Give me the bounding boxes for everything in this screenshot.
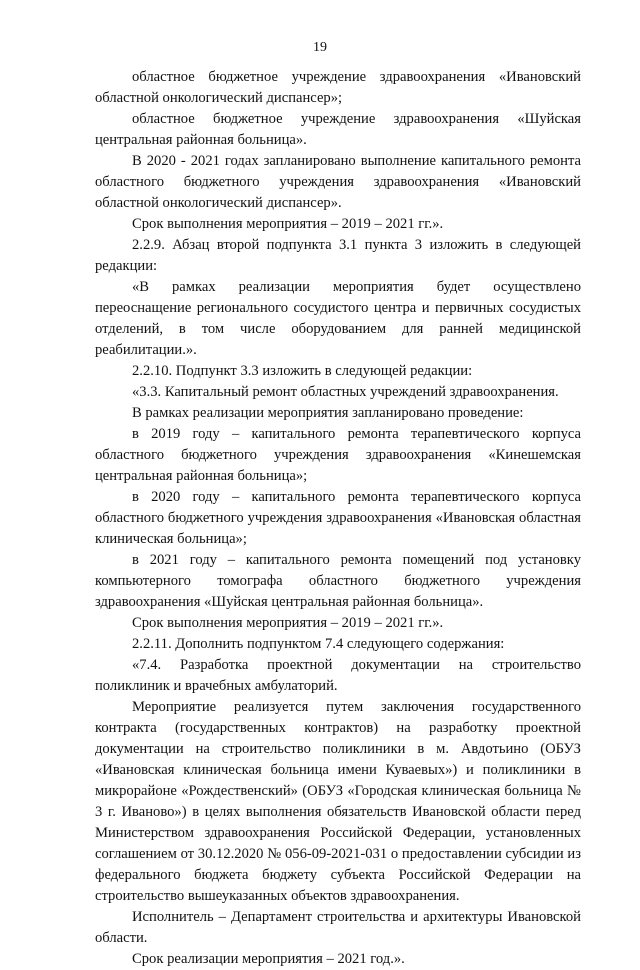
paragraph: В 2020 - 2021 годах запланировано выполнение капитального ремонта областного бюджетного учреждения здравоохранения «Ивановский областной онкологический диспансер».	[95, 153, 581, 211]
paragraph: 2.2.11. Дополнить подпунктом 7.4 следующего содержания:	[132, 636, 505, 652]
paragraph: Срок выполнения мероприятия – 2019 – 2021 гг.».	[132, 216, 444, 232]
paragraph: «3.3. Капитальный ремонт областных учреждений здравоохранения.	[132, 384, 559, 400]
paragraph: областное бюджетное учреждение здравоохранения «Ивановский областной онкологический диспансер»;	[95, 69, 581, 106]
paragraph: в 2019 году – капитального ремонта терапевтического корпуса областного бюджетного учреждения здравоохранения «Кинешемская центральная районная больница»;	[95, 426, 581, 484]
paragraph: Срок реализации мероприятия – 2021 год.».	[132, 951, 405, 967]
page-number: 19	[313, 40, 327, 55]
paragraph: «7.4. Разработка проектной документации на строительство поликлиник и врачебных амбулаторий.	[95, 657, 581, 694]
paragraph: В рамках реализации мероприятия запланировано проведение:	[132, 405, 524, 421]
paragraph: Исполнитель – Департамент строительства и архитектуры Ивановской области.	[95, 909, 581, 946]
paragraph: областное бюджетное учреждение здравоохранения «Шуйская центральная районная больница».	[95, 111, 581, 148]
paragraph: 2.2.9. Абзац второй подпункта 3.1 пункта 3 изложить в следующей редакции:	[95, 237, 581, 274]
document-body	[95, 67, 581, 970]
paragraph: в 2021 году – капитального ремонта помещений под установку компьютерного томографа областного бюджетного учреждения здравоохранения «Шуйская центральная районная больница».	[95, 552, 581, 610]
paragraph: Срок выполнения мероприятия – 2019 – 2021 гг.».	[132, 615, 444, 631]
paragraph: «В рамках реализации мероприятия будет осуществлено переоснащение регионального сосудистого центра и первичных сосудистых отделений, в том числе оборудованием для ранней медицинской реабилитации.».	[95, 279, 581, 358]
paragraph: в 2020 году – капитального ремонта терапевтического корпуса областного бюджетного учреждения здравоохранения «Ивановская областная клиническая больница»;	[95, 489, 581, 547]
paragraph: Мероприятие реализуется путем заключения государственного контракта (государственных контрактов) на разработку проектной документации на строительство поликлиники в м. Авдотьино (ОБУЗ «Ивановская клиническая больница имени Куваевых») и поликлиники в микрорайоне «Рождественский» (ОБУЗ «Городская клиническая больница № 3 г. Иваново») в целях выполнения обязательств Ивановской области перед Министерством здравоохранения Российской Федерации, установленных соглашением от 30.12.2020 № 056-09-2021-031 о предоставлении субсидии из федерального бюджета бюджету субъекта Российской Федерации на строительство вышеуказанных объектов здравоохранения.	[95, 699, 581, 904]
paragraph: 2.2.10. Подпункт 3.3 изложить в следующей редакции:	[132, 363, 473, 379]
